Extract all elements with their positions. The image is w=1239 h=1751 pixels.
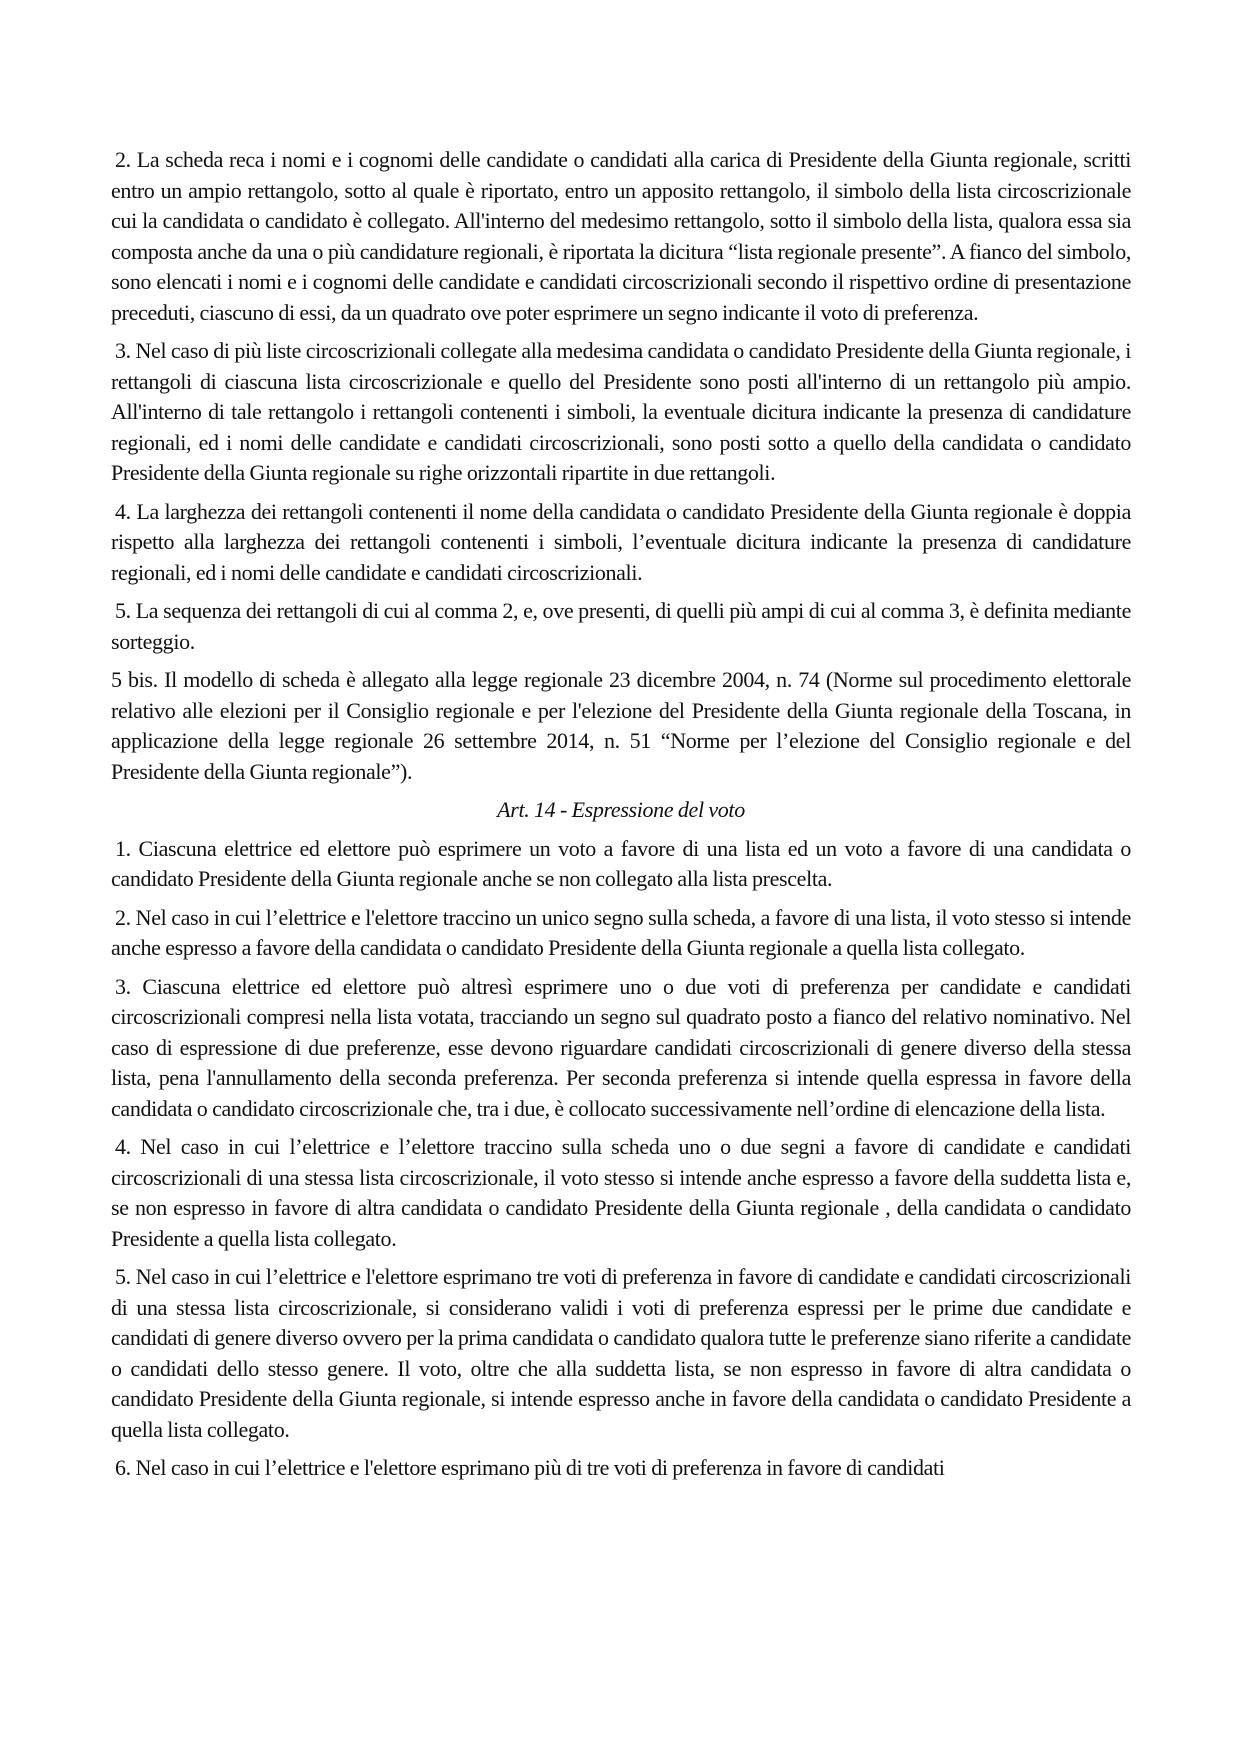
paragraph-art14-comma-6: 6. Nel caso in cui l’elettrice e l'elettore esprimano più di tre voti di preferenza in favore di candidati — [115, 1455, 945, 1480]
paragraph-comma-2: 2. La scheda reca i nomi e i cognomi delle candidate o candidati alla carica di Presidente della Giunta regionale, scritti entro un ampio rettangolo, sotto al quale è riportato, entro un apposito rettangolo, il simbolo della lista circoscrizionale cui la candidata o candidato è collegato. All'interno del medesimo rettangolo, sotto il simbolo della lista, qualora essa sia composta anche da una o più candidature regionali, è riportata la dicitura “lista regionale presente”. A fianco del simbolo, sono elencati i nomi e i cognomi delle candidate e candidati circoscrizionali secondo il rispettivo ordine di presentazione preceduti, ciascuno di essi, da un quadrato ove poter esprimere un segno indicante il voto di preferenza. — [111, 147, 1131, 325]
paragraph-art14-comma-2: 2. Nel caso in cui l’elettrice e l'elettore traccino un unico segno sulla scheda, a favore di una lista, il voto stesso si intende anche espresso a favore della candidata o candidato Presidente della Giunta regionale a quella lista collegato. — [111, 904, 1131, 960]
article-heading: Art. 14 - Espressione del voto — [497, 797, 745, 822]
paragraph-comma-4: 4. La larghezza dei rettangoli contenenti il nome della candidata o candidato Presidente della Giunta regionale è doppia rispetto alla larghezza dei rettangoli contenenti i simboli, l’eventuale dicitura indicante la presenza di candidature regionali, ed i nomi delle candidate e candidati circoscrizionali. — [111, 498, 1131, 585]
paragraph-comma-5: 5. La sequenza dei rettangoli di cui al comma 2, e, ove presenti, di quelli più ampi di cui al comma 3, è definita mediante sorteggio. — [111, 598, 1131, 654]
paragraph-art14-comma-5: 5. Nel caso in cui l’elettrice e l'elettore esprimano tre voti di preferenza in favore di candidate e candidati circoscrizionali di una stessa lista circoscrizionale, si considerano validi i voti di preferenza espressi per le prime due candidate e candidati di genere diverso ovvero per la prima candidata o candidato qualora tutte le preferenze siano riferite a candidate o candidati dello stesso genere. Il voto, oltre che alla suddetta lista, se non espresso in favore di altra candidata o candidato Presidente della Giunta regionale, si intende espresso anche in favore della candidata o candidato Presidente a quella lista collegato. — [111, 1264, 1131, 1442]
paragraph-art14-comma-1: 1. Ciascuna elettrice ed elettore può esprimere un voto a favore di una lista ed un voto a favore di una candidata o candidato Presidente della Giunta regionale anche se non collegato alla lista prescelta. — [111, 835, 1131, 891]
paragraph-art14-comma-4: 4. Nel caso in cui l’elettrice e l’elettore traccino sulla scheda uno o due segni a favore di candidate e candidati circoscrizionali di una stessa lista circoscrizionale, il voto stesso si intende anche espresso a favore della suddetta lista e, se non espresso in favore di altra candidata o candidato Presidente della Giunta regionale , della candidata o candidato Presidente a quella lista collegato. — [111, 1134, 1131, 1251]
paragraph-comma-3: 3. Nel caso di più liste circoscrizionali collegate alla medesima candidata o candidato Presidente della Giunta regionale, i rettangoli di ciascuna lista circoscrizionale e quello del Presidente sono posti all'interno di un rettangolo più ampio. All'interno di tale rettangolo i rettangoli contenenti i simboli, la eventuale dicitura indicante la presenza di candidature regionali, ed i nomi delle candidate e candidati circoscrizionali, sono posti sotto a quello della candidata o candidato Presidente della Giunta regionale su righe orizzontali ripartite in due rettangoli. — [111, 338, 1131, 485]
paragraph-art14-comma-3: 3. Ciascuna elettrice ed elettore può altresì esprimere uno o due voti di preferenza per candidate e candidati circoscrizionali compresi nella lista votata, tracciando un segno sul quadrato posto a fianco del relativo nominativo. Nel caso di espressione di due preferenze, esse devono riguardare candidati circoscrizionali di genere diverso della stessa lista, pena l'annullamento della seconda preferenza. Per seconda preferenza si intende quella espressa in favore della candidata o candidato circoscrizionale che, tra i due, è collocato successivamente nell’ordine di elencazione della lista. — [111, 973, 1131, 1121]
document-page — [111, 145, 1131, 1492]
paragraph-comma-5-bis: 5 bis. Il modello di scheda è allegato alla legge regionale 23 dicembre 2004, n. 74 (Norme sul procedimento elettorale relativo alle elezioni per il Consiglio regionale e per l'elezione del Presidente della Giunta regionale della Toscana, in applicazione della legge regionale 26 settembre 2014, n. 51 “Norme per l’elezione del Consiglio regionale e del Presidente della Giunta regionale”). — [111, 667, 1131, 784]
